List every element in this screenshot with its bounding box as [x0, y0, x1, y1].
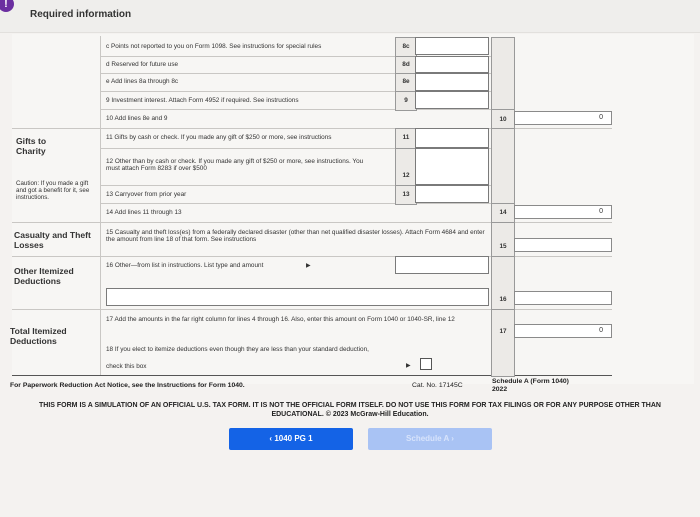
line-8e-number: 8e: [402, 78, 410, 85]
previous-page-button[interactable]: [229, 428, 353, 450]
line-11-label: 11 Gifts by cash or check. If you made any gift of $250 or more, see instructions: [106, 134, 332, 141]
line-15-box: [491, 222, 515, 258]
header-title: Required information: [30, 9, 132, 20]
line-10-label: 10 Add lines 8e and 9: [106, 115, 168, 122]
catalog-number: Cat. No. 17145C: [412, 382, 463, 389]
arrow-right-icon: ▶: [306, 263, 311, 269]
line-15-amount[interactable]: [514, 238, 612, 252]
row-divider: [12, 222, 612, 223]
line-17-box: [491, 309, 515, 377]
line-17-amount[interactable]: 0: [514, 324, 612, 338]
gifts-section-label: Gifts to Charity: [16, 136, 47, 156]
info-icon: !: [0, 0, 14, 12]
next-page-label: Schedule A: [406, 434, 450, 443]
caution-note: Caution: If you made a gift and got a benefit for it, see instructions.: [16, 180, 90, 202]
row-divider: [12, 256, 612, 257]
line-11-input[interactable]: [415, 128, 489, 148]
line-8c-input[interactable]: [415, 37, 489, 55]
total-section-label: Total Itemized Deductions: [10, 326, 67, 346]
row-divider: [12, 309, 612, 310]
required-info-header: [0, 0, 700, 33]
line-10-amount[interactable]: 0: [514, 111, 612, 125]
paperwork-notice: For Paperwork Reduction Act Notice, see the Instructions for Form 1040.: [10, 382, 245, 389]
line-15-label: 15 Casualty and theft loss(es) from a federally declared disaster (other than net qualified disaster losses). Attach Form 4684 and enter the amount from line 18 of that form. See instructions: [106, 229, 485, 244]
column-divider: [100, 36, 101, 375]
chevron-left-icon: ‹: [269, 434, 273, 443]
casualty-section-label: Casualty and Theft Losses: [14, 230, 91, 250]
line-8e-label: e Add lines 8a through 8c: [106, 78, 179, 85]
itemize-election-checkbox[interactable]: [420, 358, 432, 370]
line-18-check-label: check this box: [106, 363, 147, 370]
line-16-description-input[interactable]: [106, 288, 489, 306]
line-12-number: 12: [402, 172, 410, 179]
line-15-number: 15: [499, 243, 507, 250]
line-11-number: 11: [402, 134, 410, 141]
line-14-amount[interactable]: 0: [514, 205, 612, 219]
line-13-number: 13: [402, 191, 410, 198]
line-8c-label: c Points not reported to you on Form 1098. See instructions for special rules: [106, 43, 322, 50]
line-8c-number: 8c: [402, 43, 410, 50]
arrow-right-icon: ▶: [406, 363, 411, 369]
line-8d-number: 8d: [402, 61, 410, 68]
line-8d-input[interactable]: [415, 56, 489, 73]
form-bottom-rule: [12, 375, 612, 376]
line-14-label: 14 Add lines 11 through 13: [106, 209, 182, 216]
line-9-number: 9: [404, 97, 408, 104]
line-13-input[interactable]: [415, 185, 489, 203]
line-16-amount[interactable]: [514, 291, 612, 305]
schedule-label: Schedule A (Form 1040) 2022: [492, 378, 569, 393]
row-divider: [100, 203, 512, 204]
right-column-shade: [491, 128, 515, 205]
line-17-number: 17: [499, 328, 507, 335]
row-divider: [12, 128, 612, 129]
line-12-box: [395, 148, 417, 187]
line-18-label: 18 If you elect to itemize deductions even though they are less than your standard deduction,: [106, 346, 369, 353]
previous-page-label: 1040 PG 1: [274, 434, 313, 443]
line-16-number: 16: [499, 296, 507, 303]
line-16-type-input[interactable]: [395, 256, 489, 274]
next-page-button[interactable]: [368, 428, 492, 450]
row-divider: [100, 109, 512, 110]
simulation-disclaimer: THIS FORM IS A SIMULATION OF AN OFFICIAL U.S. TAX FORM. IT IS NOT THE OFFICIAL FORM ITSELF. DO NOT USE THIS FORM FOR TAX FILINGS OR FOR ANY PURPOSE OTHER THAN EDUCATIONAL. © 2023 McGraw-Hill Education.: [39, 402, 661, 418]
line-9-input[interactable]: [415, 91, 489, 109]
line-12-label: 12 Other than by cash or check. If you made any gift of $250 or more, see instructions. You must attach Form 8283 if over $500: [106, 158, 364, 173]
right-column-shade: [491, 37, 515, 111]
line-17-label: 17 Add the amounts in the far right column for lines 4 through 16. Also, enter this amount on Form 1040 or 1040-SR, line 12: [106, 316, 455, 323]
other-section-label: Other Itemized Deductions: [14, 266, 74, 286]
line-8e-input[interactable]: [415, 73, 489, 91]
chevron-right-icon: ›: [451, 434, 454, 443]
line-13-label: 13 Carryover from prior year: [106, 191, 187, 198]
line-9-label: 9 Investment interest. Attach Form 4952 if required. See instructions: [106, 97, 299, 104]
line-10-number: 10: [499, 116, 507, 123]
line-16-label: 16 Other—from list in instructions. List type and amount: [106, 262, 264, 269]
line-12-input[interactable]: [415, 148, 489, 185]
line-8d-label: d Reserved for future use: [106, 61, 179, 68]
line-14-number: 14: [499, 209, 507, 216]
